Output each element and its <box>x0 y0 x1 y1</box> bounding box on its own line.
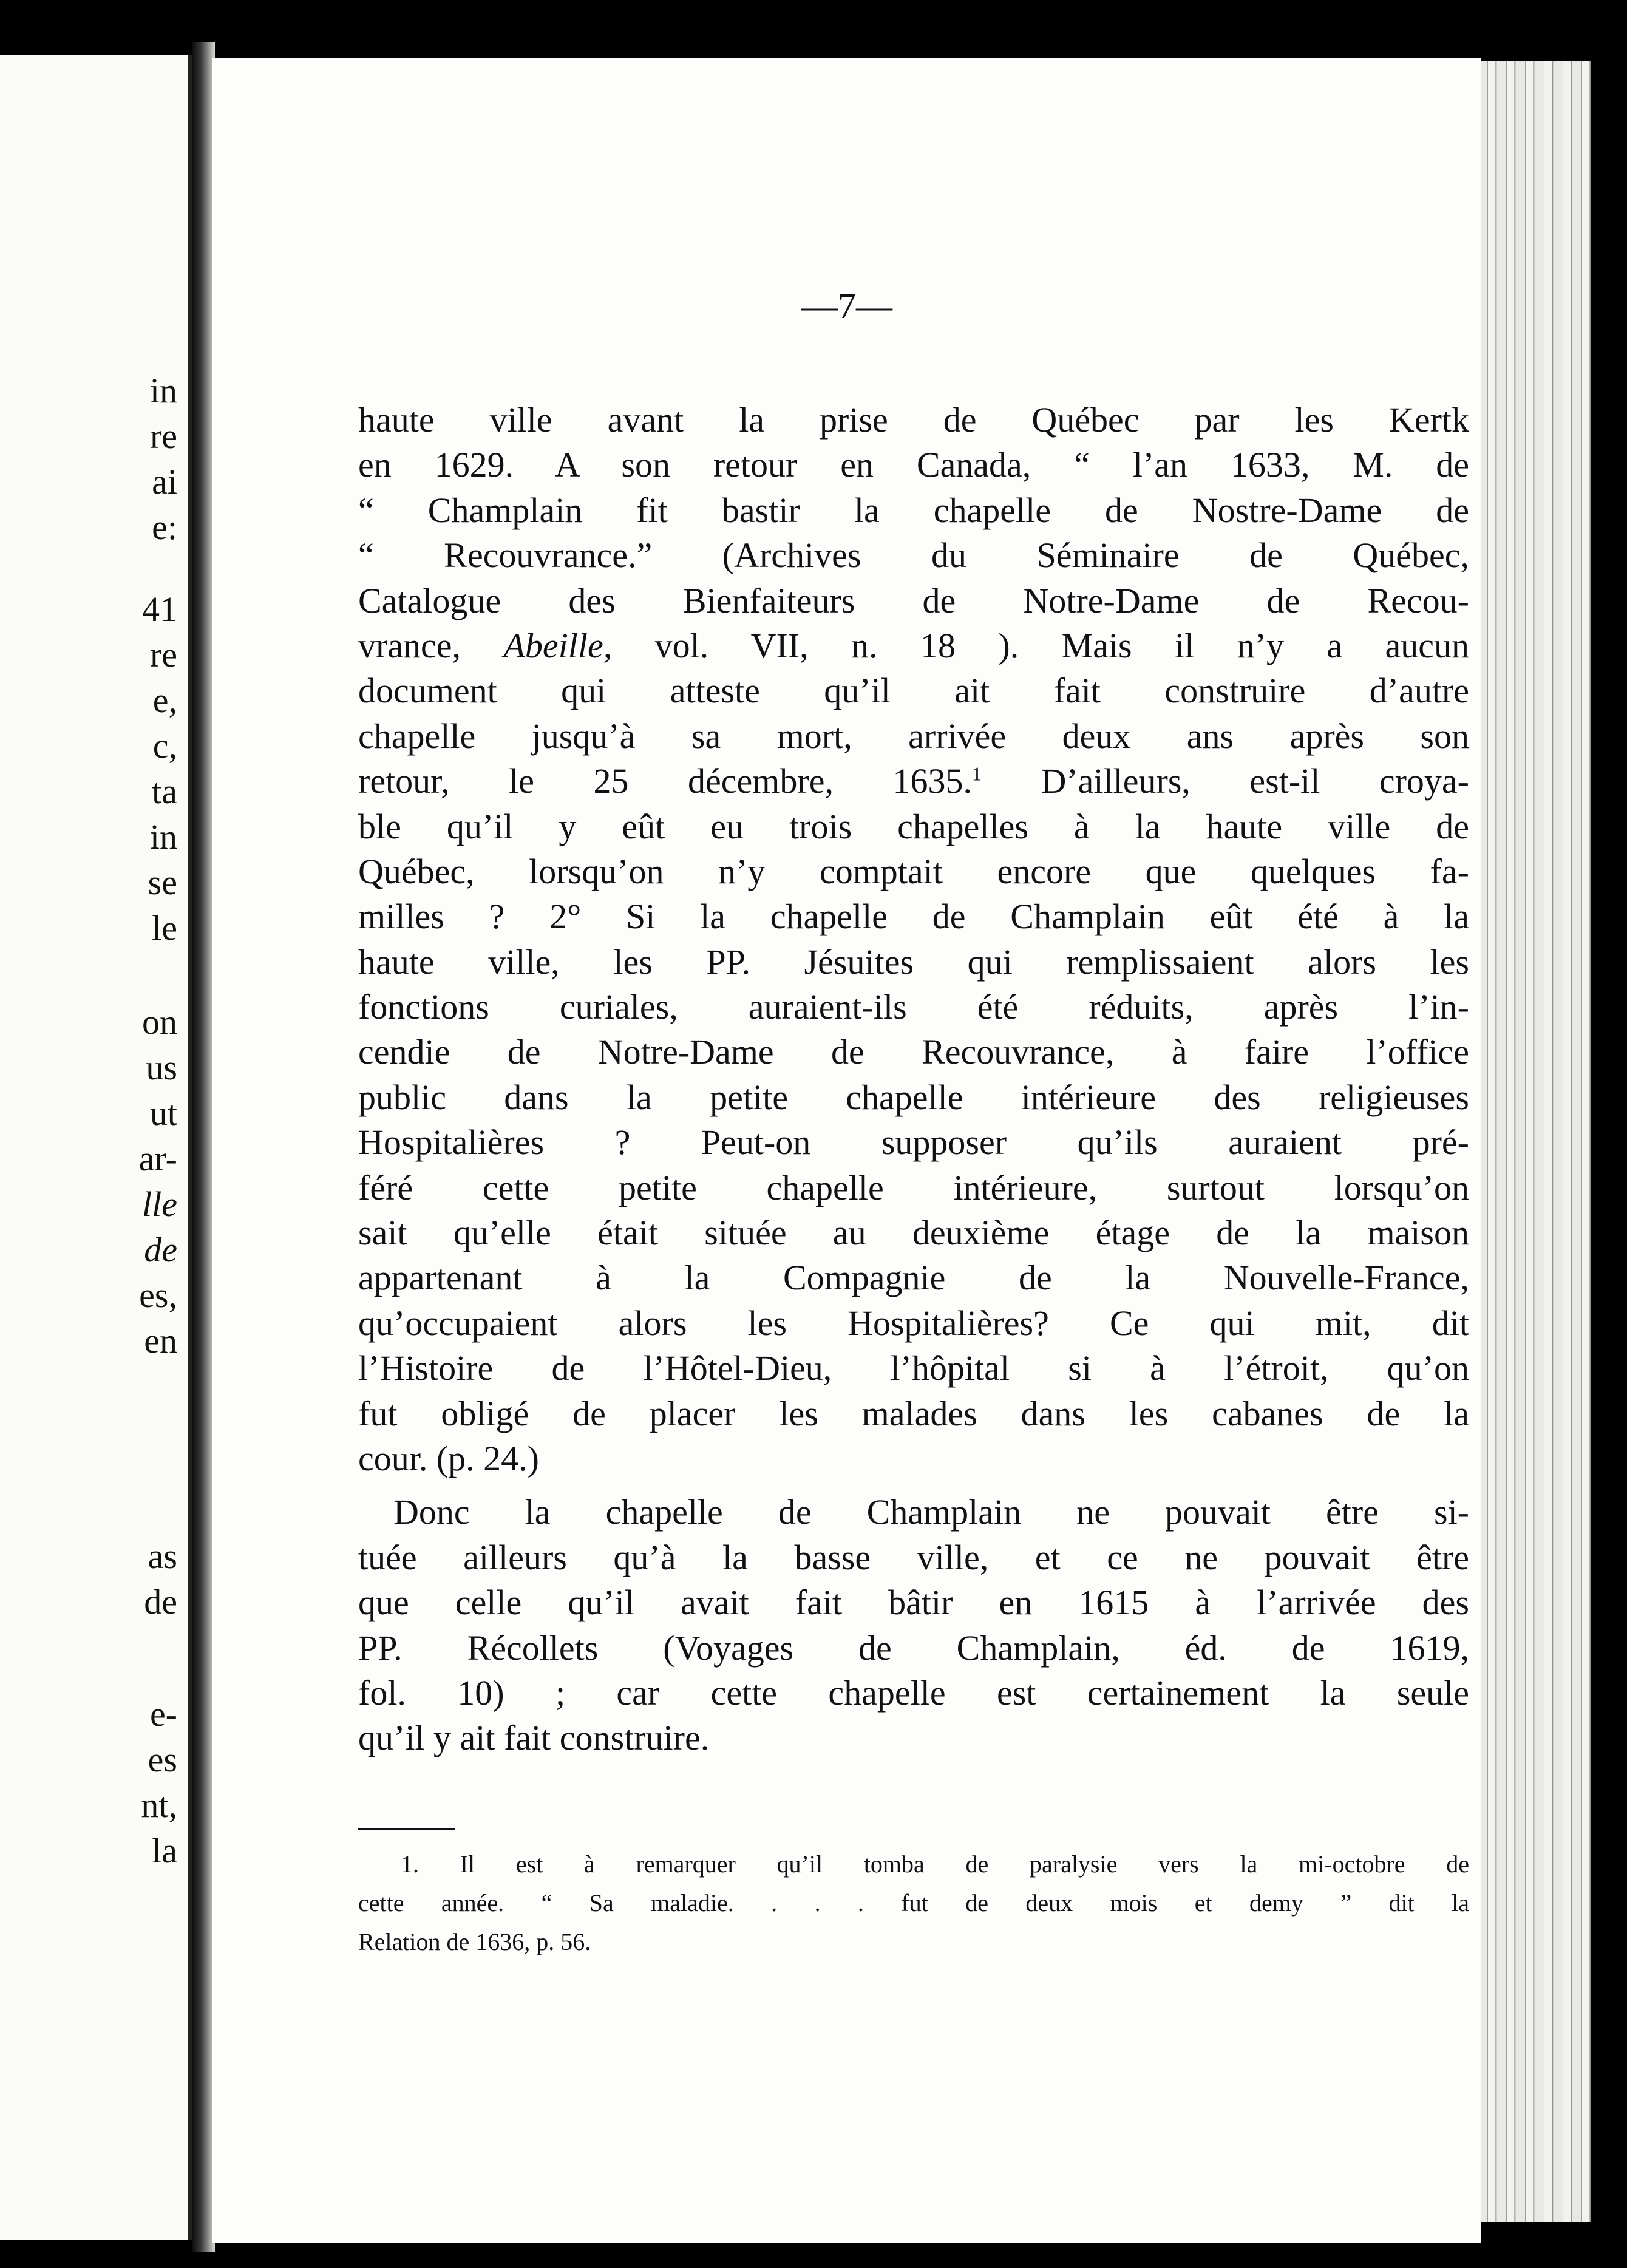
text-line: chapelle jusqu’à sa mort, arrivée deux ans après son <box>358 716 1469 756</box>
previous-page-text-fragment: as <box>148 1536 177 1576</box>
previous-page-text-fragment: lle <box>142 1184 177 1224</box>
previous-page-text-fragment: ai <box>152 462 177 501</box>
text-line: sait qu’elle était située au deuxième étage de la maison <box>358 1213 1469 1253</box>
previous-page-text-fragment: en <box>144 1321 177 1360</box>
text-line: haute ville, les PP. Jésuites qui remplissaient alors les <box>358 942 1469 982</box>
previous-page-text-fragment: c, <box>152 726 177 766</box>
text-line: ble qu’il y eût eu trois chapelles à la haute ville de <box>358 806 1469 846</box>
text-line: cendie de Notre-Dame de Recouvrance, à faire l’office <box>358 1032 1469 1072</box>
previous-page-text-fragment: e: <box>152 508 177 547</box>
previous-page-text-fragment: la <box>152 1831 177 1870</box>
book-page <box>212 58 1481 2243</box>
text-line: en 1629. A son retour en Canada, “ l’an 1633, M. de <box>358 445 1469 485</box>
previous-page-text-fragment: in <box>149 817 177 857</box>
footnote-line: Relation de 1636, p. 56. <box>358 1928 591 1955</box>
previous-page-text-fragment: es, <box>139 1275 177 1315</box>
text-line: “ Champlain fit bastir la chapelle de Nostre-Dame de <box>358 490 1469 530</box>
text-line: Donc la chapelle de Champlain ne pouvait être si- <box>393 1492 1469 1532</box>
previous-page-text-fragment: e, <box>152 681 177 720</box>
text-run: vrance, <box>358 625 461 665</box>
previous-page-text-fragment: 41 <box>142 589 177 629</box>
text-run: retour, le 25 décembre, 1635. <box>358 761 972 801</box>
footnote <box>358 1845 1469 1961</box>
text-line: Catalogue des Bienfaiteurs de Notre-Dame de Recou- <box>358 580 1469 620</box>
previous-page-text-fragment: se <box>148 863 177 902</box>
text-line: haute ville avant la prise de Québec par les Kertk <box>358 400 1469 440</box>
previous-page-text-fragment: on <box>142 1002 177 1042</box>
previous-page-text-fragment: ut <box>149 1093 177 1133</box>
paragraph-1 <box>358 398 1469 1481</box>
text-line: fonctions curiales, auraient-ils été réduits, après l’in- <box>358 987 1469 1027</box>
previous-page-text-fragment: us <box>146 1048 177 1087</box>
text-line: “ Recouvrance.” (Archives du Séminaire de Québec, <box>358 535 1469 575</box>
text-line: document qui atteste qu’il ait fait construire d’autre <box>358 671 1469 711</box>
previous-page-text-fragment: de <box>144 1582 177 1621</box>
text-line: qu’occupaient alors les Hospitalières? Ce qui mit, dit <box>358 1303 1469 1343</box>
text-line: public dans la petite chapelle intérieure des religieuses <box>358 1077 1469 1117</box>
page-edges <box>1469 61 1591 2222</box>
book-gutter <box>192 42 215 2252</box>
previous-page-text-fragment: es <box>148 1740 177 1779</box>
previous-page-text-fragment: re <box>149 416 177 456</box>
text-line <box>358 623 1469 668</box>
text-line: tuée ailleurs qu’à la basse ville, et ce ne pouvait être <box>358 1537 1469 1577</box>
footnote-marker: 1 <box>971 762 982 785</box>
footnote-line: cette année. “ Sa maladie. . . . fut de deux mois et demy ” dit la <box>358 1889 1469 1917</box>
text-line: que celle qu’il avait fait bâtir en 1615 à l’arrivée des <box>358 1583 1469 1623</box>
previous-page-text-fragment: ta <box>152 772 177 811</box>
previous-page-text-fragment: ar- <box>138 1139 177 1178</box>
text-line: PP. Récollets (Voyages de Champlain, éd. de 1619, <box>358 1628 1469 1668</box>
footnote-divider <box>358 1828 455 1830</box>
italic-title: Abeille, <box>503 625 613 665</box>
previous-page-text-fragment: nt, <box>141 1785 177 1825</box>
previous-page-text-fragment: le <box>152 908 177 948</box>
page-number: —7— <box>801 286 892 326</box>
text-line: Hospitalières ? Peut-on supposer qu’ils auraient pré- <box>358 1122 1469 1163</box>
body-text <box>358 398 1469 1761</box>
previous-page-text-fragment: re <box>149 635 177 674</box>
text-line: fol. 10) ; car cette chapelle est certainement la seule <box>358 1672 1469 1713</box>
text-line <box>358 759 1469 804</box>
previous-page-edge <box>0 55 192 2240</box>
previous-page-text-fragment: in <box>149 371 177 410</box>
text-line: qu’il y ait fait construire. <box>358 1718 710 1758</box>
text-run: vol. VII, n. 18 ). Mais il n’y a aucun <box>654 625 1470 665</box>
text-line: appartenant à la Compagnie de la Nouvelle-France, <box>358 1258 1469 1298</box>
text-line: féré cette petite chapelle intérieure, surtout lorsqu’on <box>358 1167 1469 1207</box>
previous-page-text-fragment: e- <box>149 1694 177 1734</box>
text-line: fut obligé de placer les malades dans les cabanes de la <box>358 1393 1469 1433</box>
text-run: D’ailleurs, est-il croya- <box>1041 761 1469 801</box>
text-line: milles ? 2° Si la chapelle de Champlain eût été à la <box>358 897 1469 937</box>
previous-page-text-fragment: de <box>144 1230 177 1269</box>
paragraph-2 <box>358 1490 1469 1760</box>
footnote-line: 1. Il est à remarquer qu’il tomba de paralysie vers la mi-octobre de <box>401 1850 1469 1878</box>
text-line: Québec, lorsqu’on n’y comptait encore que quelques fa- <box>358 851 1469 891</box>
text-line: l’Histoire de l’Hôtel-Dieu, l’hôpital si à l’étroit, qu’on <box>358 1348 1469 1388</box>
text-line: cour. (p. 24.) <box>358 1438 539 1478</box>
